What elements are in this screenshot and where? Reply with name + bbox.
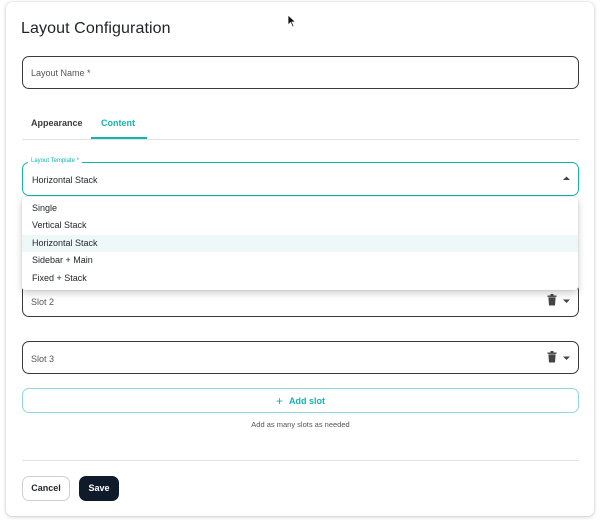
chevron-down-icon[interactable] [562, 298, 571, 304]
template-option-sidebar-main[interactable]: Sidebar + Main [32, 255, 93, 266]
cancel-button[interactable]: Cancel [22, 476, 70, 501]
tab-bar [22, 112, 579, 140]
tab-appearance[interactable]: Appearance [31, 118, 83, 128]
footer-divider [22, 460, 579, 461]
slot-3-placeholder: Slot 3 [31, 354, 55, 364]
template-option-single[interactable]: Single [32, 203, 58, 213]
caret-up-icon[interactable] [562, 175, 571, 181]
dialog-title: Layout Configuration [21, 20, 171, 37]
active-tab-indicator [91, 137, 147, 139]
template-option-vertical-stack[interactable]: Vertical Stack [32, 220, 87, 231]
layout-template-value: Horizontal Stack [32, 175, 98, 185]
template-option-fixed-stack[interactable]: Fixed + Stack [32, 272, 87, 283]
tab-content[interactable]: Content [101, 118, 135, 128]
trash-icon[interactable] [547, 294, 557, 306]
cursor-arrow-icon [287, 14, 297, 28]
trash-icon[interactable] [547, 351, 557, 363]
add-slot-label: Add slot [289, 396, 325, 406]
slot-3-select[interactable] [22, 341, 579, 374]
layout-name-input[interactable] [22, 56, 579, 89]
add-slot-button[interactable] [22, 388, 579, 413]
layout-template-label: Layout Template * [28, 158, 82, 164]
plus-icon: + [275, 394, 283, 408]
save-button[interactable]: Save [79, 476, 119, 501]
slot-2-placeholder: Slot 2 [31, 297, 55, 307]
layout-template-dropdown [22, 197, 578, 290]
layout-name-placeholder: Layout Name * [31, 68, 91, 78]
chevron-down-icon[interactable] [562, 355, 571, 361]
layout-template-select[interactable] [22, 158, 579, 196]
add-slot-hint: Add as many slots as needed [251, 420, 350, 429]
template-option-horizontal-stack[interactable]: Horizontal Stack [22, 235, 578, 252]
